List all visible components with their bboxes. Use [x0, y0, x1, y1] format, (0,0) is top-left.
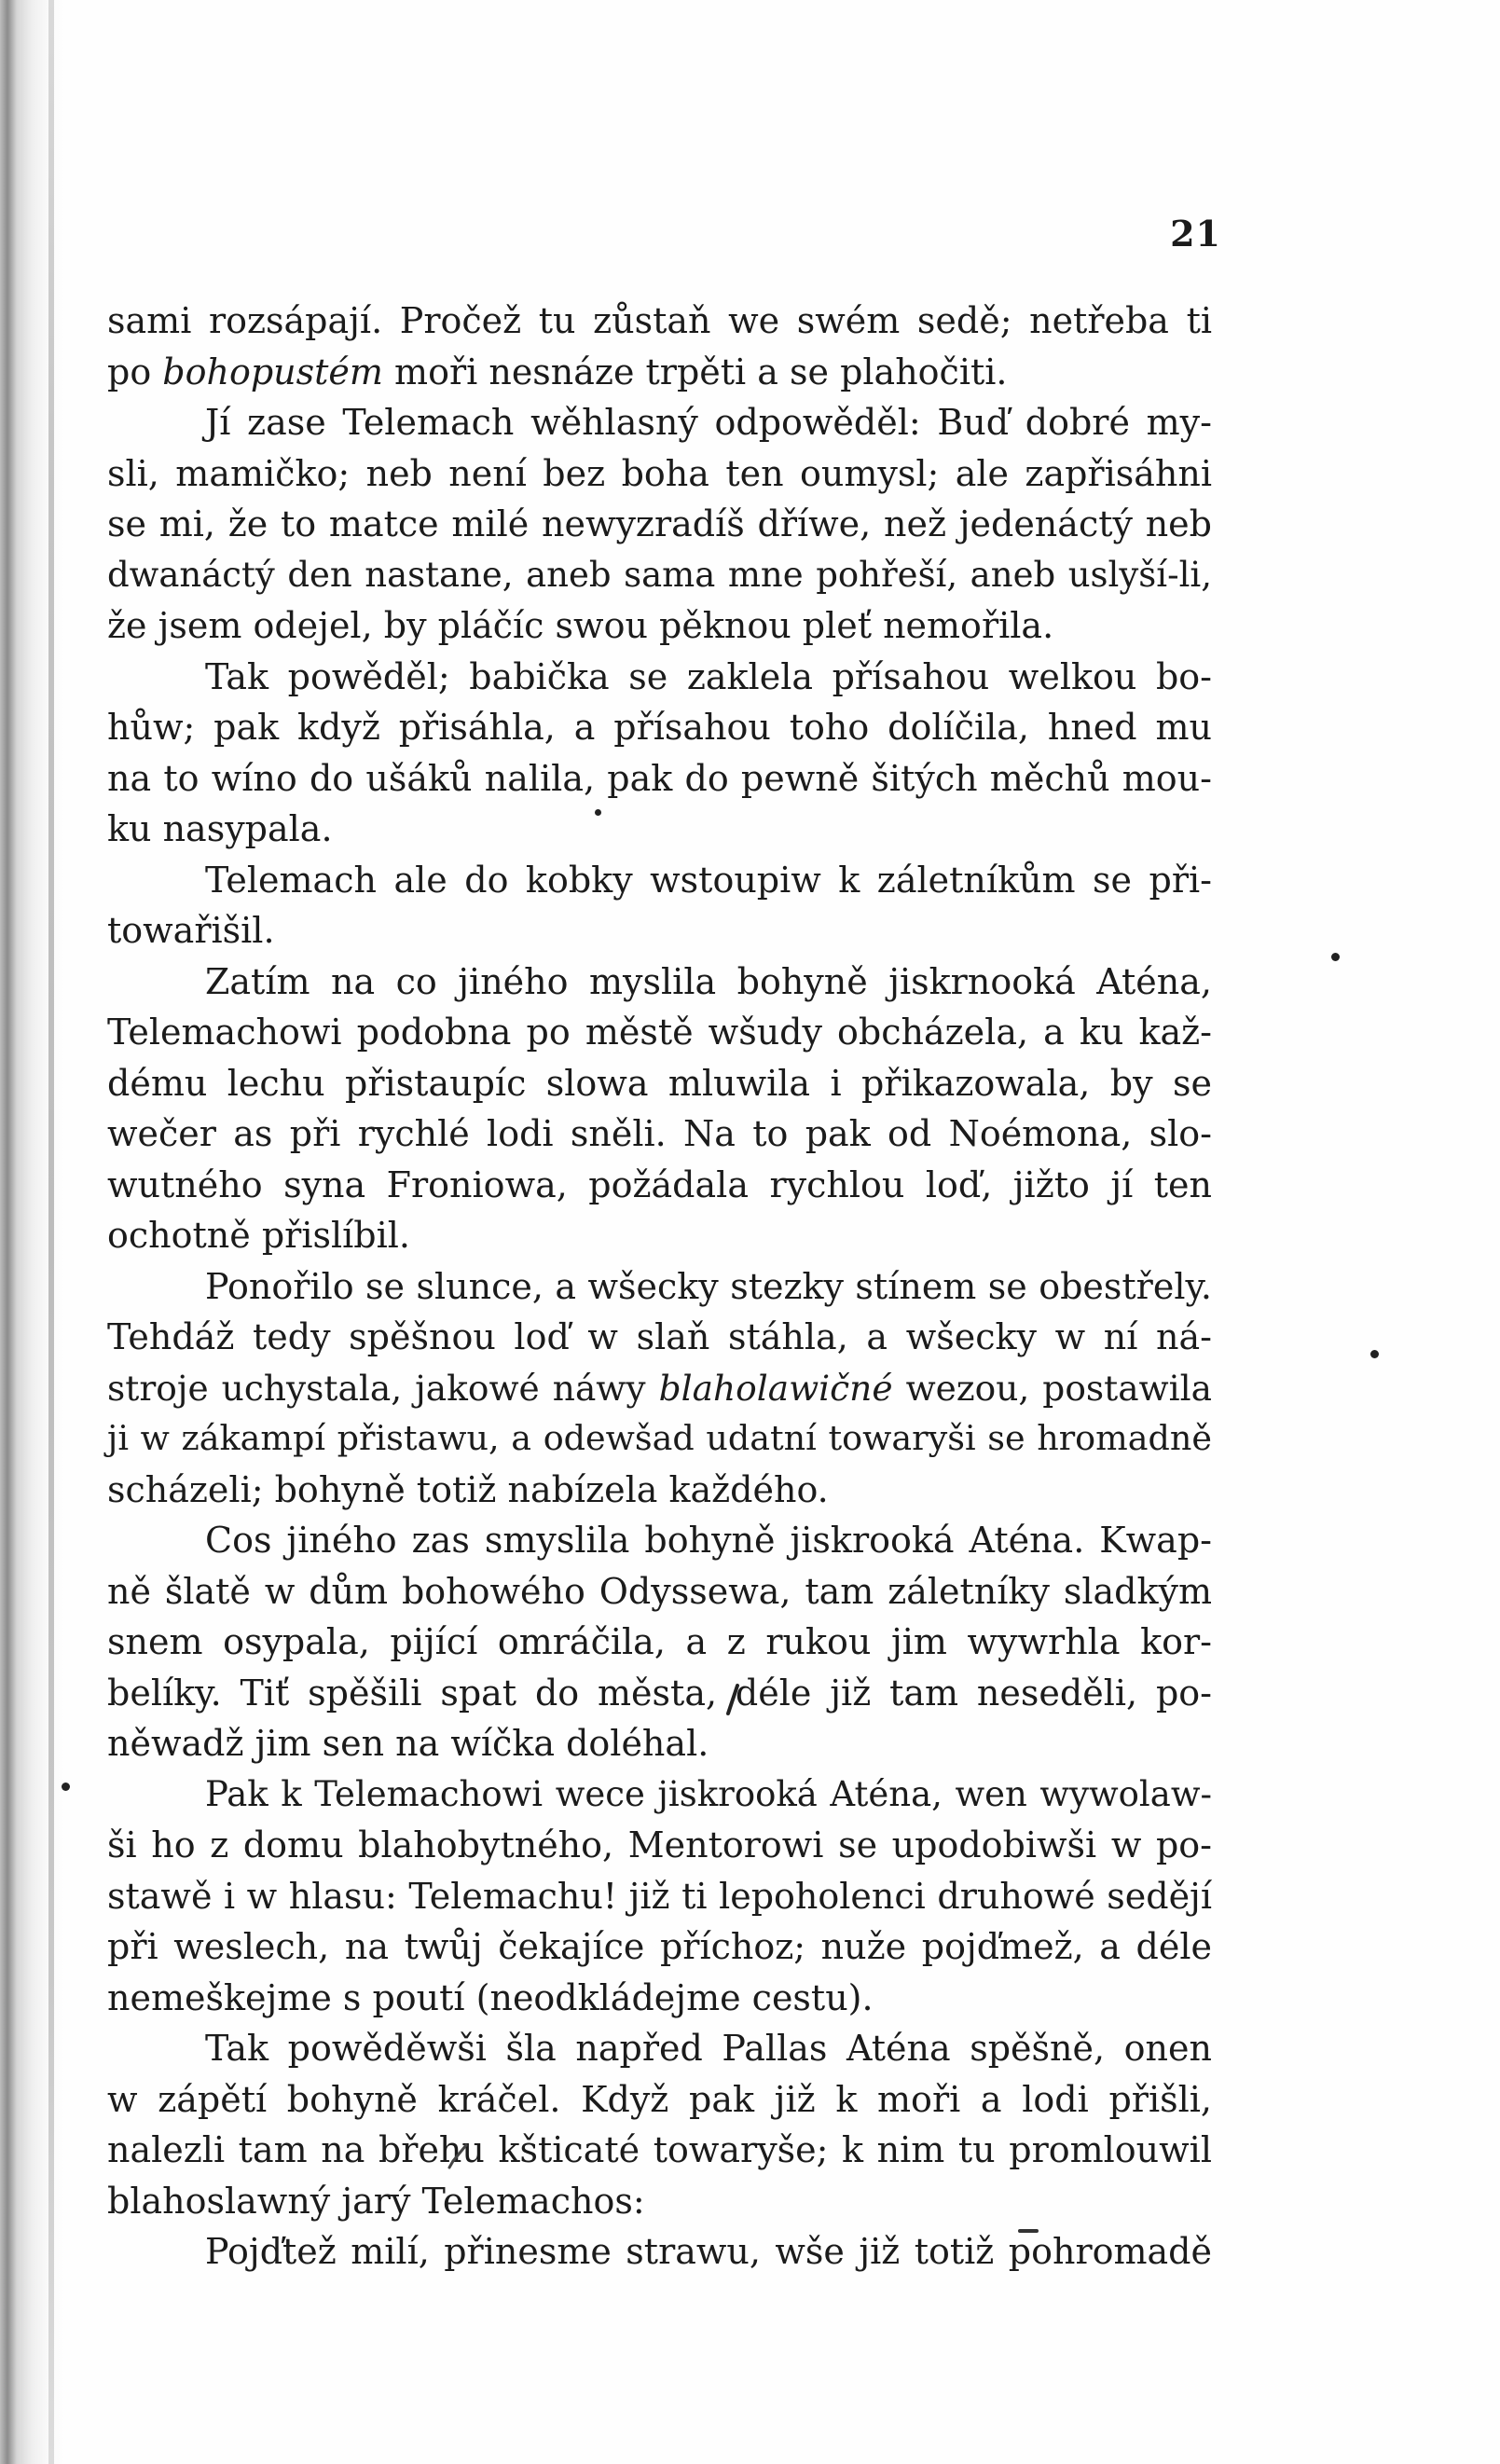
text-line: scházeli; bohyně totiž nabízela každého. — [107, 1468, 829, 1510]
text-line: nalezli tam na břehu kšticaté towaryše; k nim tu promlouwil — [107, 2129, 1212, 2170]
text-line — [107, 1363, 1212, 1414]
text-line: na to wíno do ušáků nalila, pak do pewně šitých měchů mou- — [107, 757, 1212, 799]
margin-dot-mark — [1331, 953, 1340, 961]
text-line: se mi, že to matce milé newyzradíš dříwe, než jedenáctý neb — [107, 503, 1212, 544]
text-line: wečer as při rychlé lodi sněli. Na to pak od Noémona, slo- — [107, 1113, 1212, 1154]
pencil-stroke-mark — [1018, 2226, 1039, 2236]
text-line: snem osypala, pijící omráčila, a z rukou jim wywrhla kor- — [107, 1621, 1212, 1662]
text-line: nemeškejme s poutí (neodkládejme cestu). — [107, 1976, 874, 2018]
text-line: Jí zase Telemach wěhlasný odpowěděl: Buď dobré my- — [205, 402, 1212, 443]
text-line: Tak powěděl; babička se zaklela přísahou welkou bo- — [205, 655, 1212, 697]
text-line-part: po — [107, 351, 163, 392]
text-line: Telemach ale do kobky wstoupiw k záletníkům se při- — [205, 859, 1212, 901]
text-line: wutného syna Froniowa, požádala rychlou loď, jižto jí ten — [107, 1163, 1212, 1205]
text-line: ně šlatě w dům bohowého Odyssewa, tam záletníky sladkým — [107, 1570, 1212, 1612]
pencil-stroke-mark — [446, 2142, 470, 2170]
text-line-part: wezou, postawila — [892, 1367, 1213, 1409]
pencil-stroke-mark — [722, 1684, 741, 1717]
text-line: towařišil. — [107, 910, 275, 951]
text-line: sami rozsápají. Pročež tu zůstaň we swém sedě; netřeba ti — [107, 300, 1212, 341]
margin-dot-mark — [595, 809, 601, 816]
text-line: ji w zákampí přistawu, a odewšad udatní towaryši se hromadně — [107, 1418, 1212, 1458]
body-text — [107, 296, 1212, 2278]
text-line: hůw; pak když přisáhla, a přísahou toho dolíčila, hned mu — [107, 707, 1212, 748]
text-line: dwanáctý den nastane, aneb sama mne pohřeší, aneb uslyší-li, — [107, 554, 1212, 595]
text-line: Pak k Telemachowi wece jiskrooká Aténa, wen wywolaw- — [205, 1773, 1212, 1814]
page-number: 21 — [1170, 213, 1221, 255]
text-line: něwadž jim sen na wíčka doléhal. — [107, 1723, 709, 1764]
text-line: ku nasypala. — [107, 808, 333, 849]
italic-word: bohopustém — [162, 351, 383, 392]
margin-dot-mark — [62, 1783, 70, 1791]
text-line: Zatím na co jiného myslila bohyně jiskrnooká Aténa, — [205, 960, 1212, 1002]
text-line: blahoslawný jarý Telemachos: — [107, 2180, 645, 2222]
text-line: Cos jiného zas smyslila bohyně jiskrooká Aténa. Kwap- — [205, 1520, 1212, 1561]
text-line: že jsem odejel, by pláčíc swou pěknou pleť nemořila. — [107, 605, 1054, 646]
margin-dot-mark — [1370, 1350, 1379, 1358]
text-line: Pojďtež milí, přinesme strawu, wše již totiž pohromadě — [205, 2231, 1212, 2272]
text-line: Tehdáž tedy spěšnou loď w slaň stáhla, a wšecky w ní ná- — [107, 1316, 1212, 1357]
text-line: ši ho z domu blahobytného, Mentorowi se upodobiwši w po- — [107, 1824, 1212, 1865]
text-line: belíky. Tiť spěšili spat do města, déle již tam neseděli, po- — [107, 1672, 1212, 1714]
text-line-part: moři nesnáze trpěti a se plahočiti. — [382, 351, 1008, 392]
binding-shadow — [0, 0, 65, 2464]
text-line-part: stroje uchystala, jakowé náwy — [107, 1367, 659, 1409]
text-line: Telemachowi podobna po městě wšudy obcházela, a ku kaž- — [107, 1012, 1212, 1053]
text-line: sli, mamičko; neb není bez boha ten oumysl; ale zapřisáhni — [107, 452, 1212, 494]
text-line: dému lechu přistaupíc slowa mluwila i přikazowala, by se — [107, 1062, 1212, 1104]
text-line: ochotně přislíbil. — [107, 1215, 410, 1256]
text-line: při weslech, na twůj čekajíce příchoz; nuže pojďmež, a déle — [107, 1926, 1212, 1967]
text-line: w zápětí bohyně kráčel. Když pak již k moři a lodi přišli, — [107, 2078, 1212, 2120]
text-line: Tak powěděwši šla napřed Pallas Aténa spěšně, onen — [205, 2028, 1212, 2069]
binding-gutter-line — [48, 0, 54, 2464]
text-line: stawě i w hlasu: Telemachu! již ti lepoholenci druhowé sedějí — [107, 1875, 1212, 1917]
text-line: Ponořilo se slunce, a wšecky stezky stínem se obestřely. — [205, 1265, 1212, 1307]
text-line — [107, 347, 1212, 398]
italic-word: blaholawičné — [658, 1367, 893, 1409]
